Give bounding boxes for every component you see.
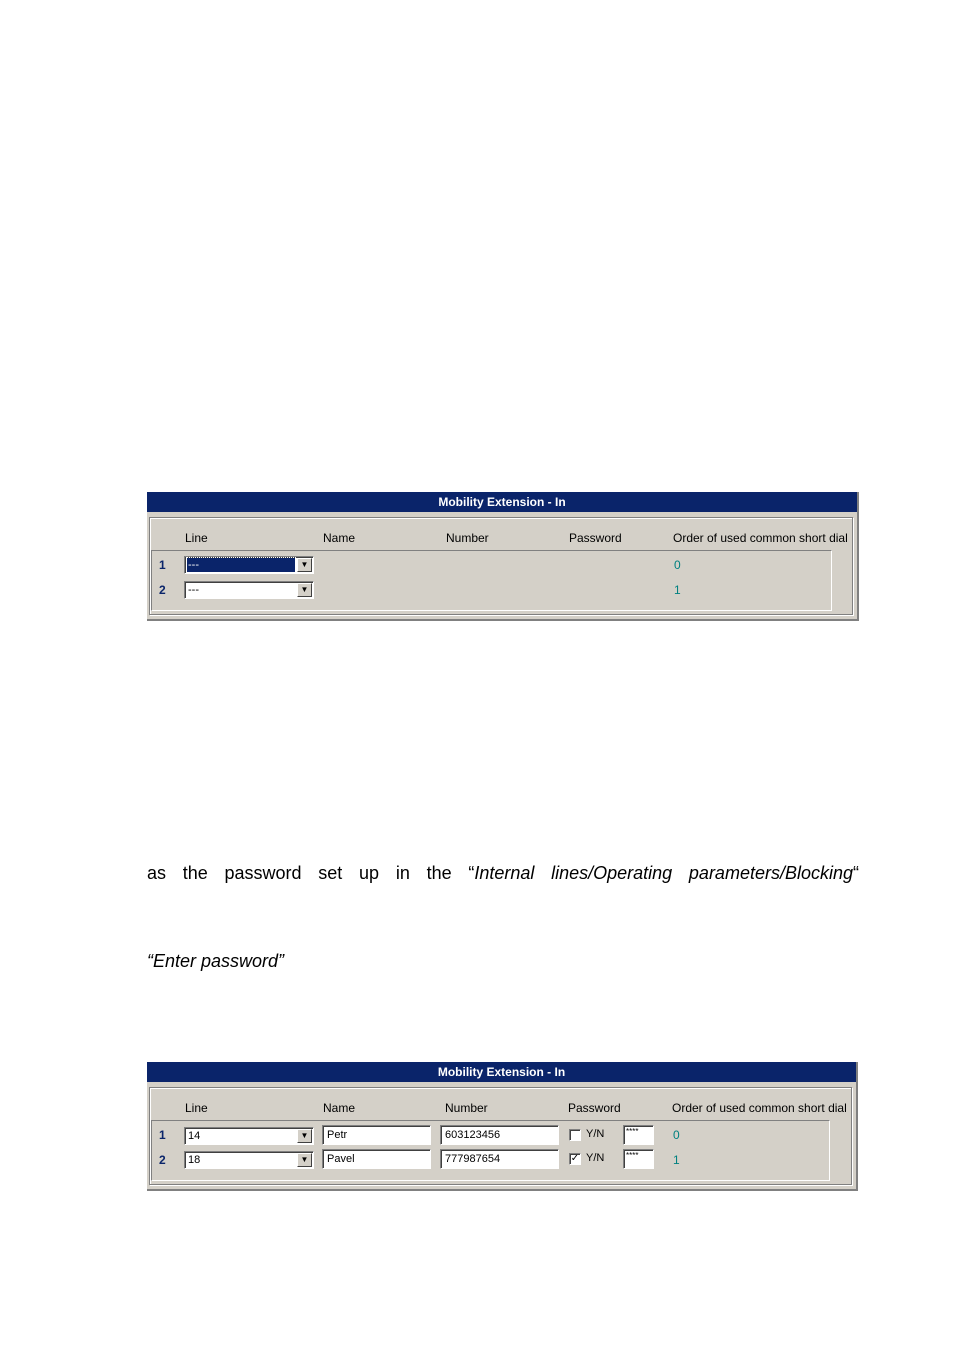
password-input[interactable]: **** [623, 1125, 654, 1145]
order-value: 1 [673, 1153, 680, 1167]
yn-label: Y/N [586, 1152, 605, 1164]
row-number: 1 [159, 1128, 166, 1142]
panel-title: Mobility Extension - In [147, 1062, 856, 1082]
order-value: 1 [674, 583, 681, 597]
row-number: 1 [159, 558, 166, 572]
line-select-value: --- [187, 558, 295, 572]
paragraph-line: as the password set up in the “Internal lines/Operating parameters/Blocking“ [147, 863, 859, 883]
mobility-panel-filled [147, 1062, 858, 1191]
number-input[interactable]: 603123456 [440, 1125, 559, 1145]
chevron-down-icon[interactable]: ▼ [297, 1153, 312, 1167]
line-select-value: 14 [188, 1130, 201, 1142]
row-number: 2 [159, 583, 166, 597]
header-name: Name [323, 1101, 356, 1115]
chevron-down-icon[interactable]: ▼ [297, 583, 312, 597]
header-line: Line [185, 531, 208, 545]
line-select[interactable] [184, 556, 314, 574]
order-value: 0 [674, 558, 681, 572]
line-select[interactable] [184, 581, 314, 599]
name-input[interactable]: Petr [322, 1125, 431, 1145]
number-input[interactable]: 777987654 [440, 1149, 559, 1169]
line-select-value: --- [188, 584, 199, 596]
header-number: Number [445, 1101, 488, 1115]
header-password: Password [569, 531, 622, 545]
name-input[interactable]: Pavel [322, 1149, 431, 1169]
header-name: Name [323, 531, 356, 545]
row-number: 2 [159, 1153, 166, 1167]
line-select[interactable] [184, 1127, 314, 1145]
password-input[interactable]: **** [623, 1149, 654, 1169]
order-value: 0 [673, 1128, 680, 1142]
panel-title: Mobility Extension - In [147, 492, 857, 512]
header-number: Number [446, 531, 489, 545]
password-checkbox[interactable]: ✓ [570, 1153, 580, 1164]
line-select-value: 18 [188, 1154, 201, 1166]
yn-label: Y/N [586, 1128, 605, 1140]
header-order: Order of used common short dial [672, 1101, 847, 1115]
chevron-down-icon[interactable]: ▼ [297, 558, 312, 572]
header-order: Order of used common short dial [673, 531, 848, 545]
header-line: Line [185, 1101, 208, 1115]
password-checkbox[interactable] [569, 1129, 581, 1141]
quote-line: “Enter password” [147, 951, 285, 971]
line-select[interactable] [184, 1151, 314, 1169]
mobility-panel-empty [147, 492, 859, 621]
header-password: Password [568, 1101, 621, 1115]
chevron-down-icon[interactable]: ▼ [297, 1129, 312, 1143]
